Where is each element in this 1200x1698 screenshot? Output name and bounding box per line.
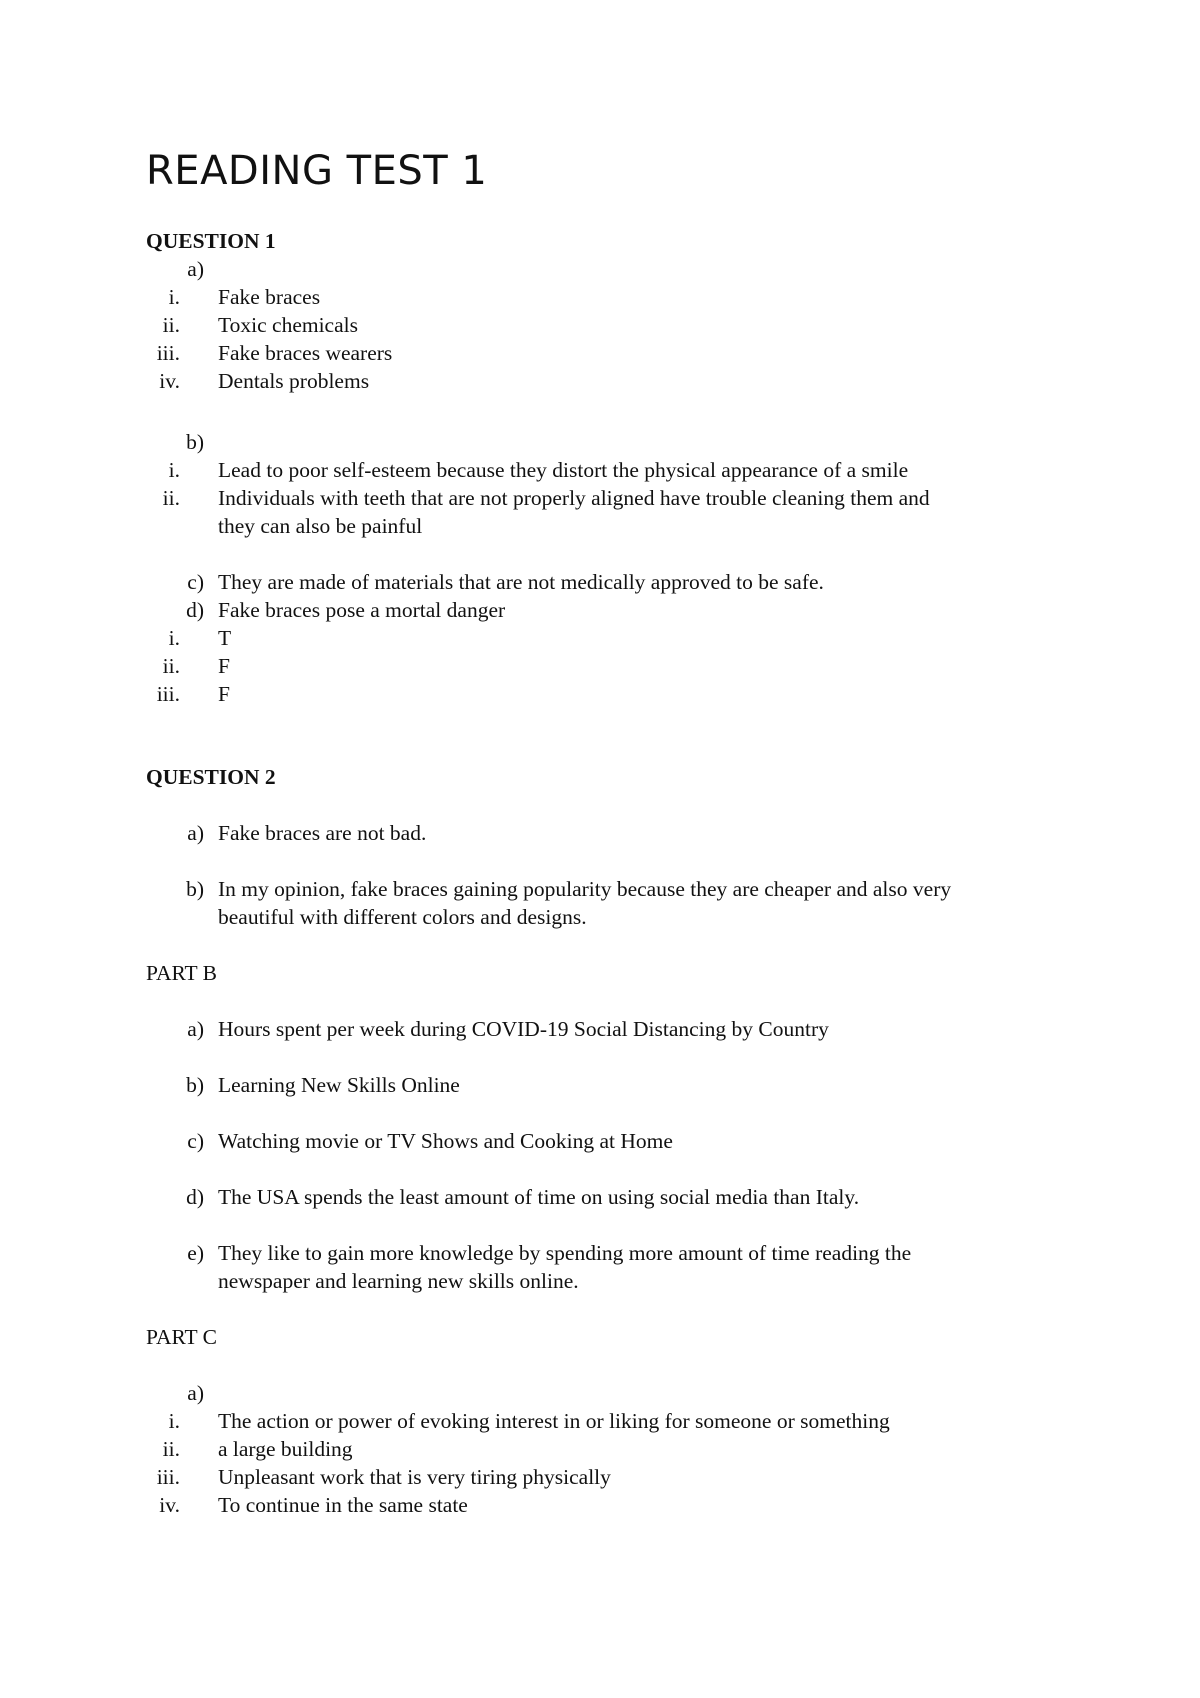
q2-b-text: In my opinion, fake braces gaining popularity because they are cheaper and also very	[218, 877, 952, 901]
question-1-heading: QUESTION 1	[146, 229, 276, 253]
q1-d-item-num: ii.	[162, 654, 180, 678]
q1-d-item-num: i.	[168, 626, 180, 650]
part-b-heading: PART B	[146, 961, 218, 985]
part-b-item-text: Watching movie or TV Shows and Cooking at Home	[218, 1129, 673, 1153]
q1-a-item-num: iv.	[159, 369, 180, 393]
q1-d-item-num: iii.	[156, 682, 180, 706]
part-c-item-text: To continue in the same state	[218, 1493, 468, 1517]
q2-b-label: b)	[186, 877, 204, 901]
question-2-heading: QUESTION 2	[146, 765, 276, 789]
part-c-a-label: a)	[187, 1381, 204, 1405]
part-c-item-num: iv.	[159, 1493, 180, 1517]
q1-d-item-text: F	[218, 682, 230, 706]
q1-b-item-text: Individuals with teeth that are not properly aligned have trouble cleaning them and	[218, 486, 930, 510]
q1-a-item-num: ii.	[162, 313, 180, 337]
q1-d-label: d)	[186, 598, 204, 622]
part-b-item-label: a)	[187, 1017, 204, 1041]
q1-d-text: Fake braces pose a mortal danger	[218, 598, 506, 622]
q1-b-item-num: i.	[168, 458, 180, 482]
part-c-item-num: i.	[168, 1409, 180, 1433]
part-c-item-num: ii.	[162, 1437, 180, 1461]
q1-b-item-text: Lead to poor self-esteem because they distort the physical appearance of a smile	[218, 458, 909, 482]
q1-a-item-text: Toxic chemicals	[218, 313, 358, 337]
page-title: READING TEST 1	[146, 148, 488, 194]
q1-d-item-text: F	[218, 654, 230, 678]
q1-a-label: a)	[187, 257, 204, 281]
part-b-item-text-continued: newspaper and learning new skills online.	[218, 1269, 579, 1293]
part-c-item-text: Unpleasant work that is very tiring physically	[218, 1465, 611, 1489]
part-b-item-text: The USA spends the least amount of time on using social media than Italy.	[218, 1185, 860, 1209]
q1-c-label: c)	[187, 570, 204, 594]
part-b-item-text: They like to gain more knowledge by spending more amount of time reading the	[218, 1241, 912, 1265]
q2-b-text-continued: beautiful with different colors and designs.	[218, 905, 587, 929]
q1-a-item-text: Dentals problems	[218, 369, 370, 393]
q1-c-text: They are made of materials that are not medically approved to be safe.	[218, 570, 824, 594]
q1-a-item-text: Fake braces wearers	[218, 341, 393, 365]
q1-b-item-text-continued: they can also be painful	[218, 514, 423, 538]
q1-b-item-num: ii.	[162, 486, 180, 510]
part-c-item-text: The action or power of evoking interest in or liking for someone or something	[218, 1409, 890, 1433]
q1-a-item-num: iii.	[156, 341, 180, 365]
part-c-item-num: iii.	[156, 1465, 180, 1489]
q2-a-text: Fake braces are not bad.	[218, 821, 427, 845]
q1-b-label: b)	[186, 430, 204, 454]
part-b-item-text: Learning New Skills Online	[218, 1073, 460, 1097]
part-c-heading: PART C	[146, 1325, 218, 1349]
part-b-item-label: e)	[187, 1241, 204, 1265]
part-c-item-text: a large building	[218, 1437, 353, 1461]
part-b-item-label: b)	[186, 1073, 204, 1097]
part-b-item-label: d)	[186, 1185, 204, 1209]
part-b-item-text: Hours spent per week during COVID-19 Social Distancing by Country	[218, 1017, 829, 1041]
q1-a-item-num: i.	[168, 285, 180, 309]
part-b-item-label: c)	[187, 1129, 204, 1153]
q2-a-label: a)	[187, 821, 204, 845]
q1-d-item-text: T	[218, 626, 232, 650]
q1-a-item-text: Fake braces	[218, 285, 321, 309]
